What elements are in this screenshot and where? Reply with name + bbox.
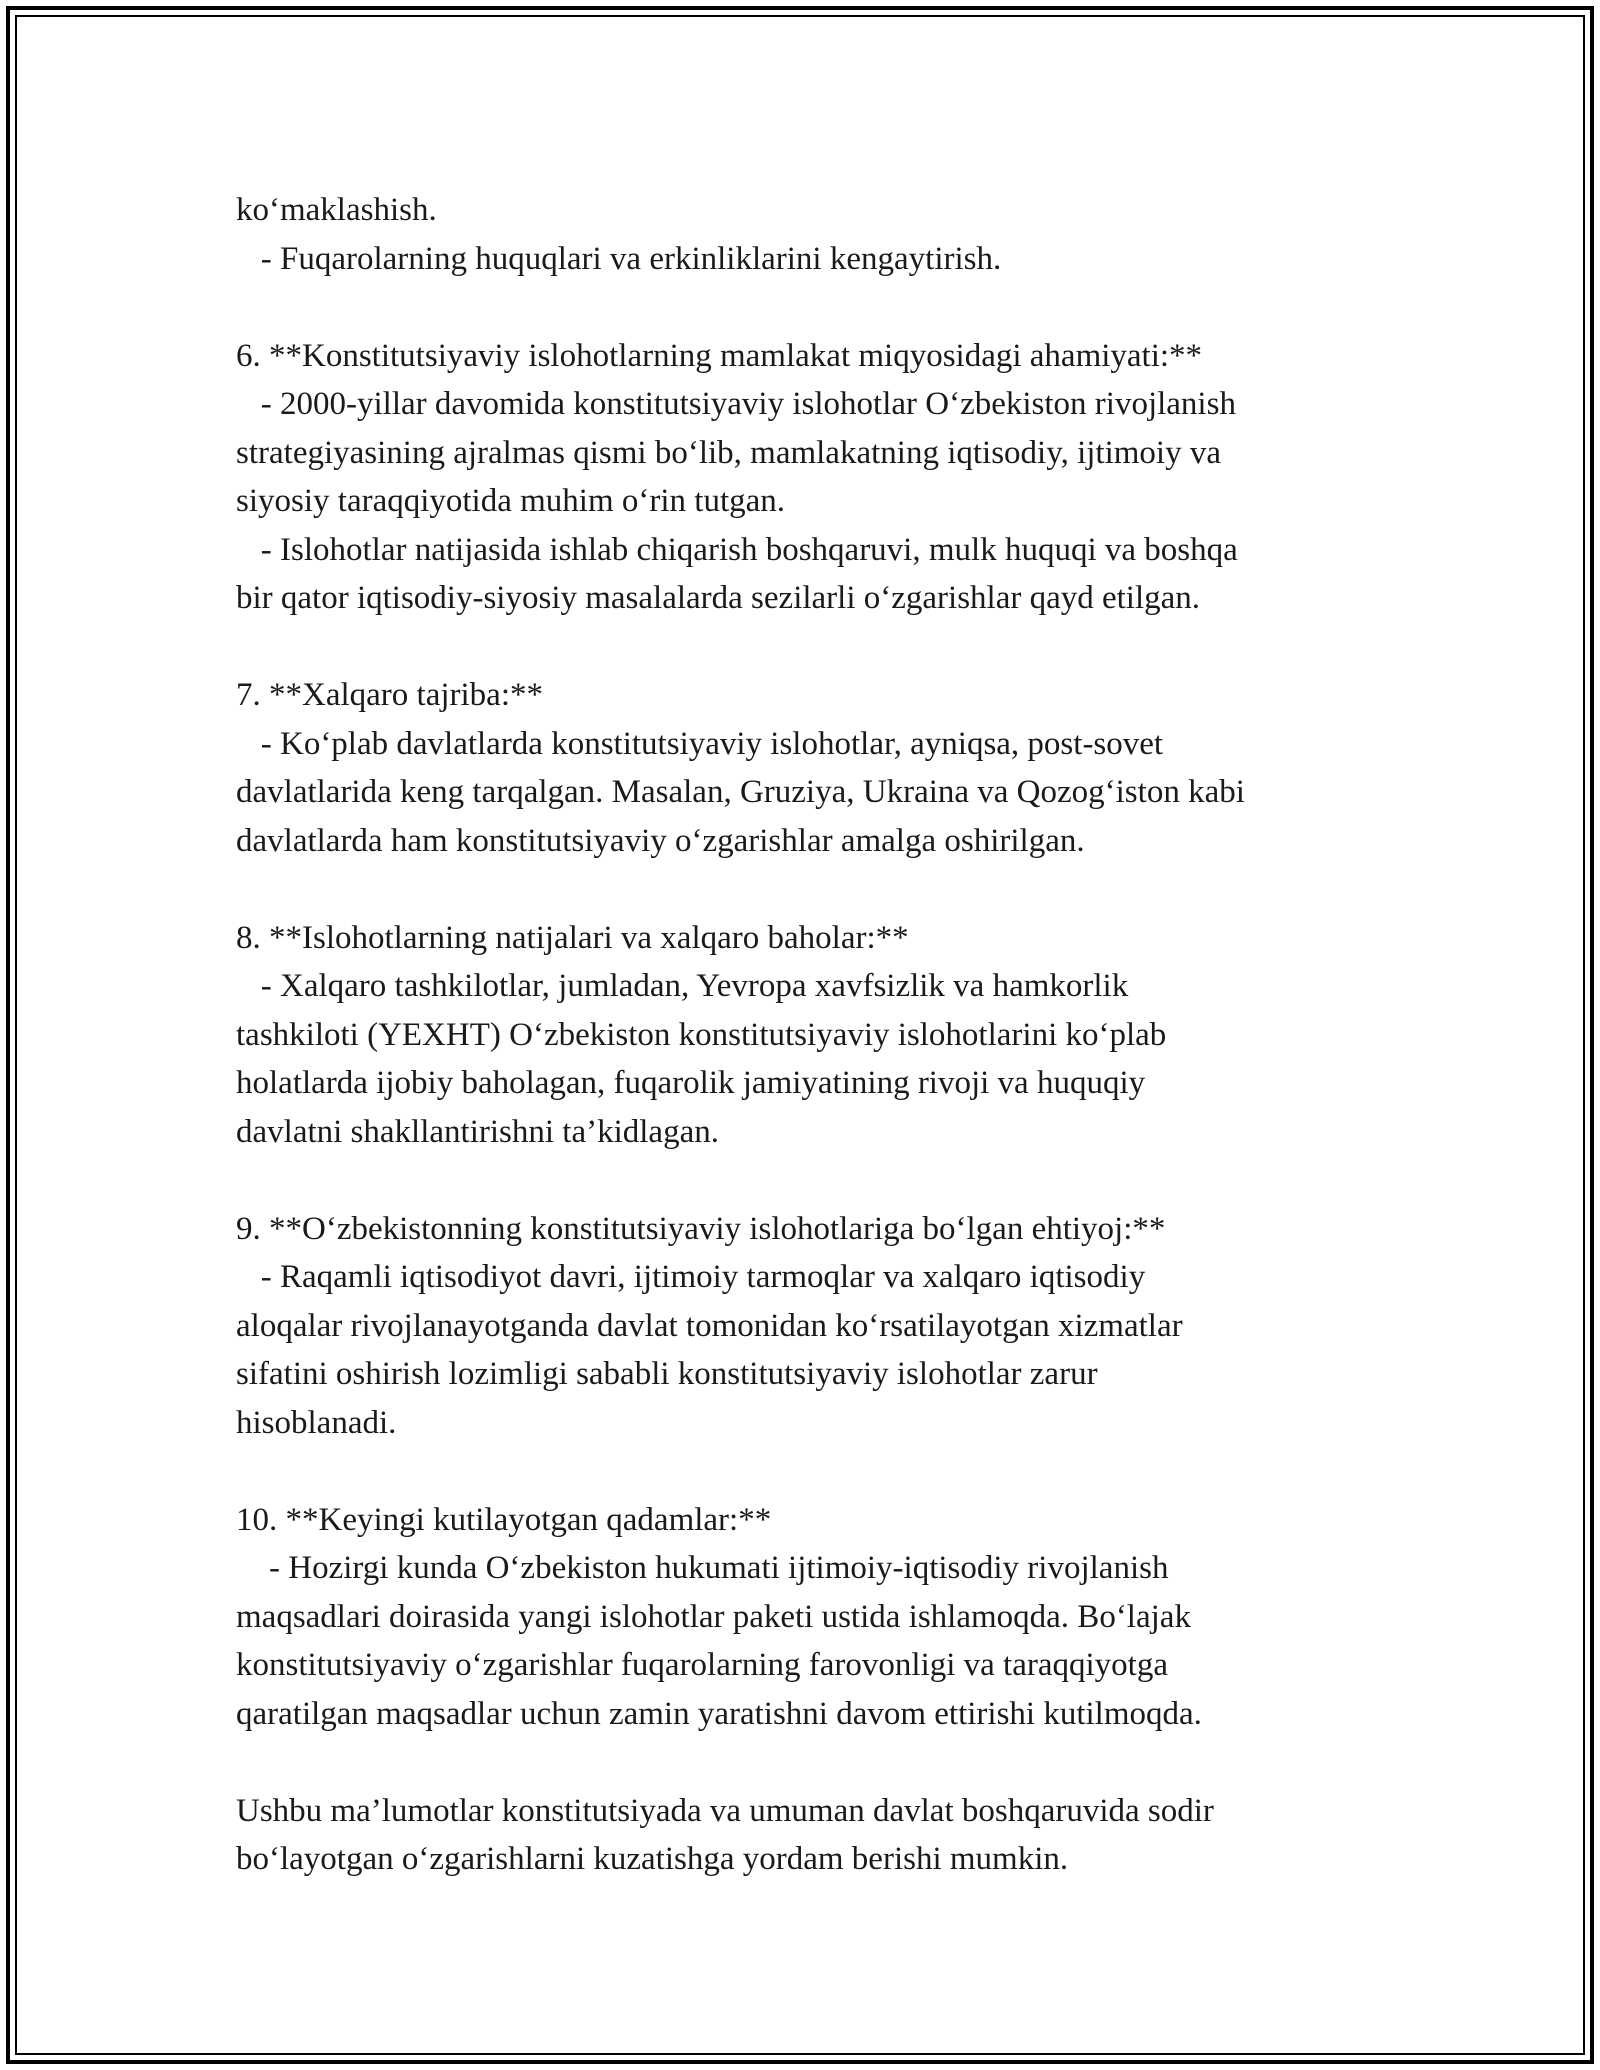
intro-bullet: - Fuqarolarning huquqlari va erkinliklarini kengaytirish. [236, 240, 1002, 277]
section-line: - Xalqaro tashkilotlar, jumladan, Yevropa xavfsizlik va hamkorlik [236, 968, 1129, 1004]
paragraph-gap [236, 1447, 1376, 1496]
section-8 [236, 914, 1376, 1157]
section-heading: 7. **Xalqaro tajriba:** [236, 677, 543, 713]
paragraph-gap [236, 623, 1376, 672]
section-line: - Raqamli iqtisodiyot davri, ijtimoiy tarmoqlar va xalqaro iqtisodiy [236, 1259, 1146, 1295]
section-heading: 10. **Keyingi kutilayotgan qadamlar:** [236, 1501, 772, 1538]
section-line: - Hozirgi kunda O‘zbekiston hukumati ijtimoiy-iqtisodiy rivojlanish [236, 1550, 1169, 1586]
section-line: holatlarda ijobiy baholagan, fuqarolik jamiyatining rivoji va huquqiy [236, 1065, 1146, 1101]
section-line: sifatini oshirish lozimligi sababli konstitutsiyaviy islohotlar zarur [236, 1356, 1098, 1392]
paragraph-gap [236, 283, 1376, 332]
section-line: davlatni shakllantirishni ta’kidlagan. [236, 1113, 719, 1150]
section-line: davlatlarda ham konstitutsiyaviy o‘zgarishlar amalga oshirilgan. [236, 822, 1085, 859]
section-line: konstitutsiyaviy o‘zgarishlar fuqarolarning farovonligi va taraqqiyotga [236, 1647, 1168, 1683]
section-line: bir qator iqtisodiy-siyosiy masalalarda sezilarli o‘zgarishlar qayd etilgan. [236, 580, 1201, 616]
section-heading: 9. **O‘zbekistonning konstitutsiyaviy islohotlariga bo‘lgan ehtiyoj:** [236, 1210, 1166, 1247]
section-line: qaratilgan maqsadlar uchun zamin yaratishni davom ettirishi kutilmoqda. [236, 1695, 1202, 1732]
section-line: aloqalar rivojlanayotganda davlat tomonidan ko‘rsatilayotgan xizmatlar [236, 1307, 1183, 1344]
section-heading: 8. **Islohotlarning natijalari va xalqaro baholar:** [236, 919, 909, 956]
section-6 [236, 332, 1376, 623]
intro-continuation: ko‘maklashish. [236, 192, 437, 228]
intro-block [236, 186, 1376, 283]
paragraph-gap [236, 865, 1376, 914]
document-body [236, 186, 1376, 1884]
section-line: davlatlarida keng tarqalgan. Masalan, Gruziya, Ukraina va Qozog‘iston kabi [236, 774, 1245, 810]
section-heading: 6. **Konstitutsiyaviy islohotlarning mamlakat miqyosidagi ahamiyati:** [236, 337, 1203, 374]
section-7 [236, 671, 1376, 865]
section-line: hisoblanadi. [236, 1404, 397, 1441]
section-line: siyosiy taraqqiyotida muhim o‘rin tutgan. [236, 483, 786, 519]
section-line: maqsadlari doirasida yangi islohotlar paketi ustida ishlamoqda. Bo‘lajak [236, 1598, 1191, 1635]
section-line: - Ko‘plab davlatlarda konstitutsiyaviy islohotlar, ayniqsa, post-sovet [236, 725, 1164, 762]
closing-paragraph [236, 1787, 1376, 1884]
section-10 [236, 1496, 1376, 1739]
closing-line: bo‘layotgan o‘zgarishlarni kuzatishga yordam berishi mumkin. [236, 1841, 1069, 1877]
section-line: - Islohotlar natijasida ishlab chiqarish boshqaruvi, mulk huquqi va boshqa [236, 531, 1238, 568]
section-9 [236, 1205, 1376, 1448]
paragraph-gap [236, 1738, 1376, 1787]
section-line: tashkiloti (YEXHT) O‘zbekiston konstitutsiyaviy islohotlarini ko‘plab [236, 1016, 1167, 1053]
paragraph-gap [236, 1156, 1376, 1205]
closing-line: Ushbu ma’lumotlar konstitutsiyada va umuman davlat boshqaruvida sodir [236, 1792, 1214, 1829]
section-line: - 2000-yillar davomida konstitutsiyaviy islohotlar O‘zbekiston rivojlanish [236, 386, 1236, 422]
section-line: strategiyasining ajralmas qismi bo‘lib, mamlakatning iqtisodiy, ijtimoiy va [236, 434, 1221, 471]
